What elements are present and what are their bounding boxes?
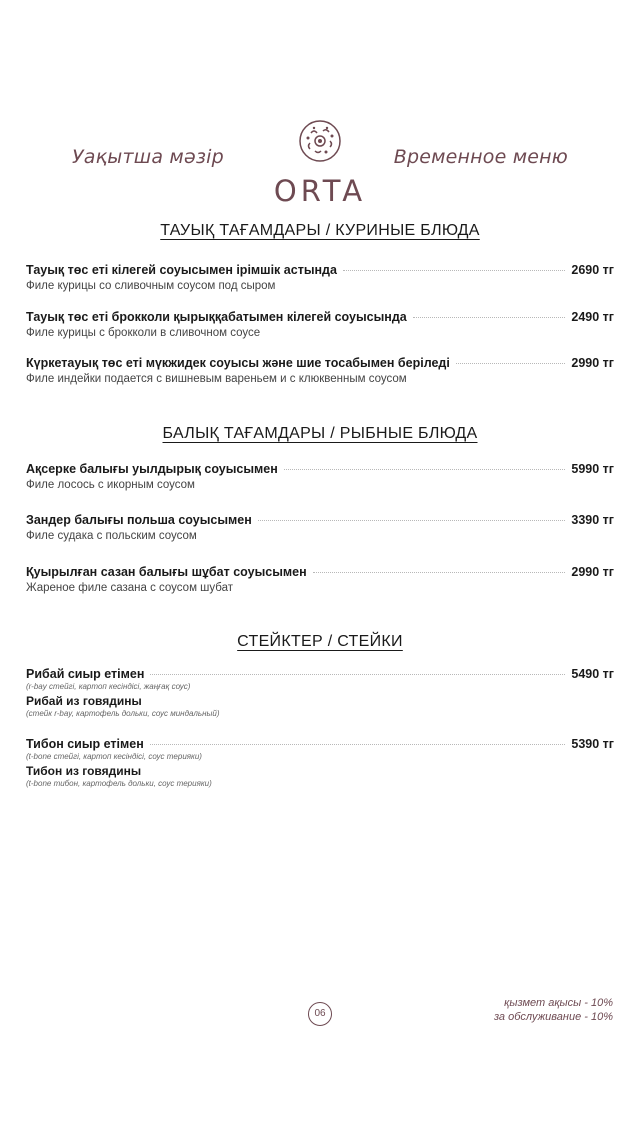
item-price: 5990 тг [571, 462, 614, 476]
header-right-title: Временное меню [393, 146, 568, 168]
item-price: 2490 тг [571, 310, 614, 324]
menu-item [26, 737, 614, 788]
logo-wordmark: ORTA [273, 174, 367, 208]
item-description: Филе судака с польским соусом [26, 530, 197, 542]
item-price: 2990 тг [571, 565, 614, 579]
item-name: Тибон сиыр етімен [26, 737, 144, 751]
section-title-steaks: СТЕЙКТЕР / СТЕЙКИ [237, 633, 403, 650]
menu-item [26, 263, 614, 292]
item-description: Филе курицы с брокколи в сливочном соусе [26, 327, 261, 339]
dotted-leader [456, 363, 566, 364]
page-number-badge: 06 [308, 1002, 332, 1026]
orta-logo [270, 116, 370, 206]
menu-item [26, 513, 614, 542]
item-name: Рибай сиыр етімен [26, 667, 145, 681]
item-price: 2690 тг [571, 263, 614, 277]
item-name-ru: Тибон из говядины [26, 764, 142, 778]
item-name: Күркетауық төс еті мүкжидек соуысы және шие тосабымен беріледі [26, 356, 450, 370]
service-charge-ru: за обслуживание - 10% [493, 1011, 613, 1023]
item-price: 2990 тг [571, 356, 614, 370]
menu-item [26, 565, 614, 594]
dotted-leader [343, 270, 565, 271]
item-subtext: (t-bone стейгі, картоп кесіндісі, соус терияки) [26, 752, 202, 761]
item-description: Филе курицы со сливочным соусом под сыром [26, 280, 276, 292]
menu-item [26, 310, 614, 339]
dotted-leader [284, 469, 566, 470]
section-title-chicken: ТАУЫҚ ТАҒАМДАРЫ / КУРИНЫЕ БЛЮДА [160, 222, 480, 239]
item-name: Зандер балығы польша соуысымен [26, 513, 252, 527]
item-description: Филе лосось с икорным соусом [26, 479, 195, 491]
header-left-title: Уақытша мәзір [72, 146, 224, 168]
item-price: 3390 тг [571, 513, 614, 527]
dotted-leader [150, 674, 565, 675]
service-charge-kz: қызмет ақысы - 10% [504, 997, 613, 1009]
section-title-fish: БАЛЫҚ ТАҒАМДАРЫ / РЫБНЫЕ БЛЮДА [162, 425, 478, 442]
item-name: Тауық төс еті брокколи қырыққабатымен кілегей соуысында [26, 310, 407, 324]
item-description: Жареное филе сазана с соусом шубат [26, 582, 234, 594]
ornament-icon [270, 116, 370, 176]
item-price: 5490 тг [571, 667, 614, 681]
item-name-ru: Рибай из говядины [26, 694, 142, 708]
item-subtext: (r-bay стейгі, картоп кесіндісі, жаңғақ соус) [26, 682, 191, 691]
item-name: Ақсерке балығы уылдырық соуысымен [26, 462, 278, 476]
item-description: Филе индейки подается с вишневым вареньем и с клюквенным соусом [26, 373, 407, 385]
menu-item [26, 462, 614, 491]
dotted-leader [413, 317, 566, 318]
dotted-leader [313, 572, 566, 573]
item-price: 5390 тг [571, 737, 614, 751]
item-subtext-ru: (t-bone тибон, картофель дольки, соус терияки) [26, 779, 212, 788]
service-charge-note [494, 996, 613, 1024]
item-subtext-ru: (стейк r-bay, картофель дольки, соус миндальный) [26, 709, 220, 718]
item-name: Тауық төс еті кілегей соуысымен ірімшік астында [26, 263, 337, 277]
menu-item [26, 356, 614, 385]
dotted-leader [258, 520, 566, 521]
item-name: Қуырылған сазан балығы шұбат соуысымен [26, 565, 307, 579]
menu-item [26, 667, 614, 718]
dotted-leader [150, 744, 566, 745]
